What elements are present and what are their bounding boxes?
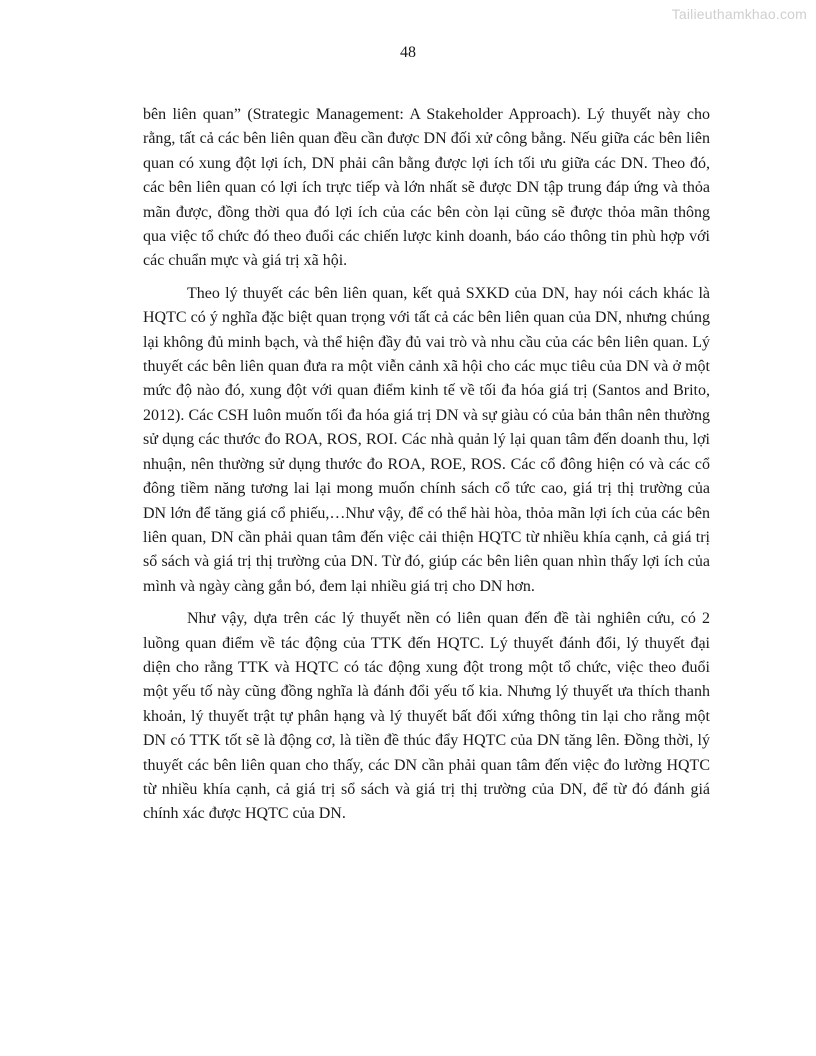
page-number: 48 [400,44,416,61]
paragraph-stakeholder-theory: Theo lý thuyết các bên liên quan, kết quả SXKD của DN, hay nói cách khác là HQTC có ý nghĩa đặc biệt quan trọng với tất cả các bên liên quan của DN, nhưng chúng lại không đủ minh bạch, và thể hiện đầy đủ vai trò và nhu cầu của các bên liên quan. Lý thuyết các bên liên quan đưa ra một viễn cảnh xã hội cho các mục tiêu của DN và ở một mức độ nào đó, xung đột với quan điểm kinh tế về tối đa hóa giá trị (Santos and Brito, 2012). Các CSH luôn muốn tối đa hóa giá trị DN và sự giàu có của bản thân nên thường sử dụng các thước đo ROA, ROS, ROI. Các nhà quản lý lại quan tâm đến doanh thu, lợi nhuận, nên thường sử dụng thước đo ROA, ROE, ROS. Các cổ đông hiện có và các cổ đông tiềm năng tương lai lại mong muốn chính sách cổ tức cao, giá trị thị trường của DN lớn để tăng giá cổ phiếu,…Như vậy, để có thể hài hòa, thỏa mãn lợi ích của các bên liên quan, DN cần phải quan tâm đến việc cải thiện HQTC từ nhiều khía cạnh, cả giá trị sổ sách và giá trị thị trường của DN. Từ đó, giúp các bên liên quan nhìn thấy lợi ích của mình và ngày càng gắn bó, đem lại nhiều giá trị cho DN hơn. [143,284,710,595]
paragraph-summary: Như vậy, dựa trên các lý thuyết nền có liên quan đến đề tài nghiên cứu, có 2 luồng quan điểm về tác động của TTK đến HQTC. Lý thuyết đánh đổi, lý thuyết đại diện cho rằng TTK và HQTC có tác động xung đột trong một tổ chức, việc theo đuổi một yếu tố này cũng đồng nghĩa là đánh đổi yếu tố kia. Nhưng lý thuyết ưa thích thanh khoản, lý thuyết trật tự phân hạng và lý thuyết bất đối xứng thông tin lại cho rằng một DN có TTK tốt sẽ là động cơ, là tiền đề thúc đẩy HQTC của DN tăng lên. Đồng thời, lý thuyết các bên liên quan cho thấy, các DN cần phải quan tâm đến việc đo lường HQTC từ nhiều khía cạnh, cả giá trị sổ sách và giá trị thị trường của DN, để từ đó đánh giá chính xác được HQTC của DN. [143,610,710,823]
document-body [143,103,710,835]
watermark: Tailieuthamkhao.com [671,6,807,22]
paragraph-continuation: bên liên quan” (Strategic Management: A Stakeholder Approach). Lý thuyết này cho rằng, tất cả các bên liên quan đều cần được DN đối xử công bằng. Nếu giữa các bên liên quan có xung đột lợi ích, DN phải cân bằng được lợi ích tối ưu giữa các DN. Theo đó, các bên liên quan có lợi ích trực tiếp và lớn nhất sẽ được DN tập trung đáp ứng và thỏa mãn được, đồng thời qua đó lợi ích của các bên còn lại cũng sẽ được thỏa mãn thông qua việc tổ chức đó theo đuổi các chiến lược kinh doanh, báo cáo thông tin phù hợp với các chuẩn mực và giá trị xã hội. [143,106,710,270]
